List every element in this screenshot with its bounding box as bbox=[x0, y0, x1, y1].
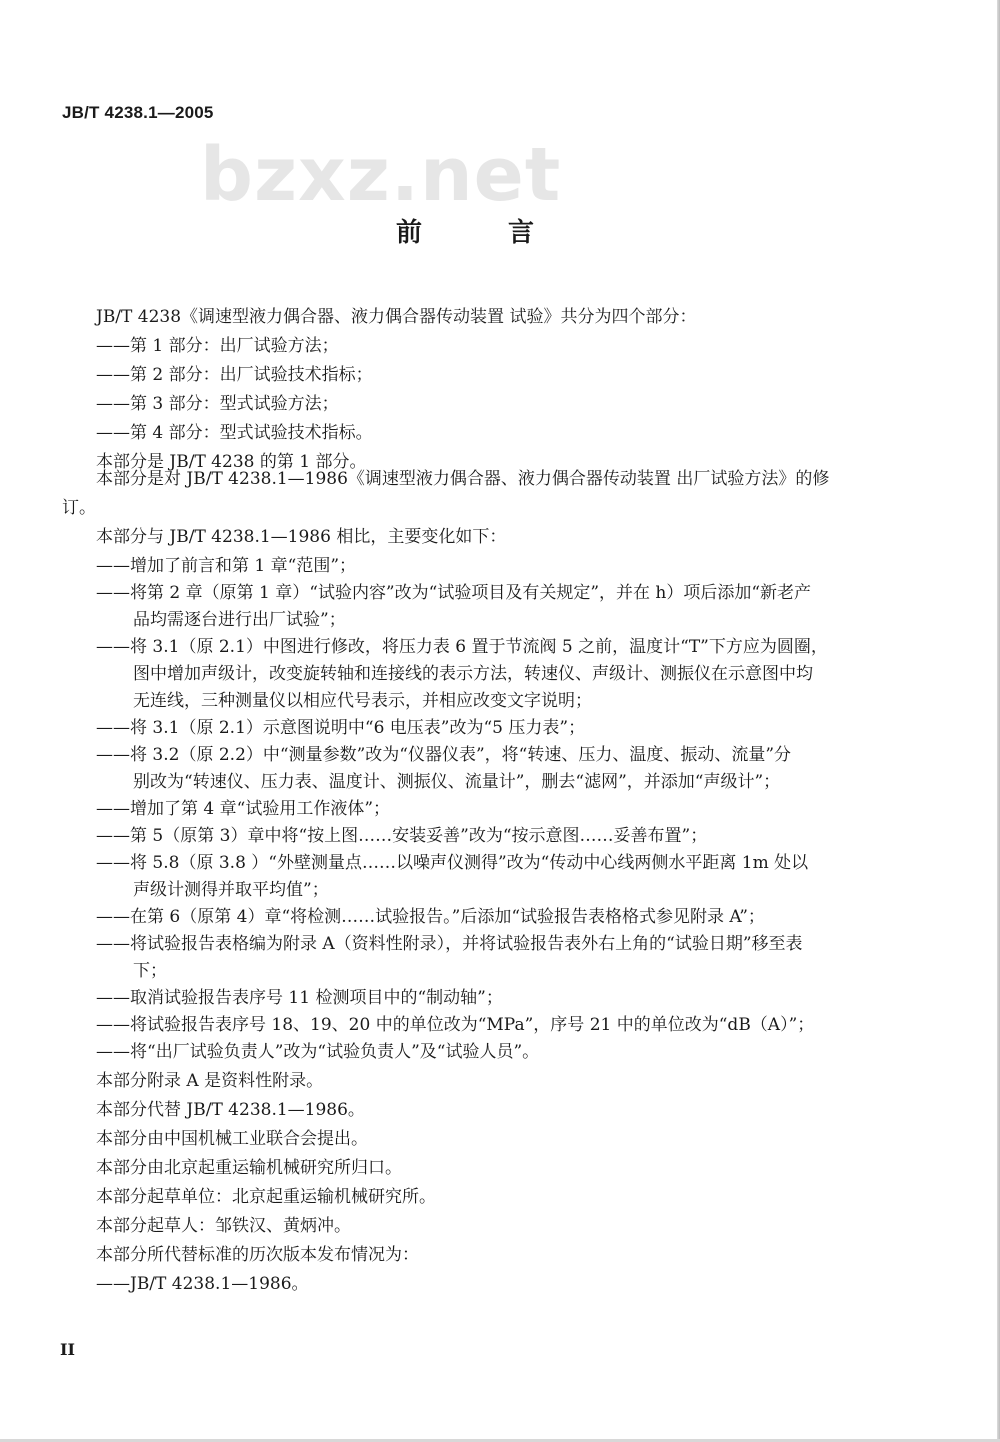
list-item-continuation: 品均需逐台进行出厂试验”； bbox=[133, 610, 346, 630]
paragraph: 本部分是对 JB/T 4238.1—1986《调速型液力偶合器、液力偶合器传动装置 出厂试验方法》的修 bbox=[96, 469, 830, 489]
list-item: ——将“出厂试验负责人”改为“试验负责人”及“试验人员”。 bbox=[96, 1042, 540, 1062]
list-item: ——将 5.8（原 3.8 ）“外壁测量点……以噪声仪测得”改为“传动中心线两侧水平距离 1m 处以 bbox=[96, 853, 809, 873]
list-item: ——将第 2 章（原第 1 章）“试验内容”改为“试验项目及有关规定”，并在 h）项后添加“新老产 bbox=[96, 583, 812, 603]
paragraph: 本部分与 JB/T 4238.1—1986 相比，主要变化如下： bbox=[96, 527, 507, 547]
list-item: ——增加了前言和第 1 章“范围”； bbox=[96, 556, 357, 576]
paragraph: 本部分起草人：邹铁汉、黄炳冲。 bbox=[96, 1216, 351, 1236]
paragraph: 本部分由北京起重运输机械研究所归口。 bbox=[96, 1158, 402, 1178]
watermark: bzxz.net bbox=[200, 132, 562, 218]
list-item: ——将试验报告表格编为附录 A（资料性附录），并将试验报告表外右上角的“试验日期”移至表 bbox=[96, 934, 803, 954]
list-item-continuation: 声级计测得并取平均值”； bbox=[133, 880, 329, 900]
paragraph-intro: JB/T 4238《调速型液力偶合器、液力偶合器传动装置 试验》共分为四个部分： bbox=[96, 307, 697, 327]
list-item: ——取消试验报告表序号 11 检测项目中的“制动轴”； bbox=[96, 988, 503, 1008]
list-item-continuation: 别改为“转速仪、压力表、温度计、测振仪、流量计”，删去“滤网”，并添加“声级计”； bbox=[133, 772, 781, 792]
paragraph: 本部分起草单位：北京起重运输机械研究所。 bbox=[96, 1187, 436, 1207]
list-item: ——第 1 部分：出厂试验方法； bbox=[96, 336, 339, 356]
paragraph: 本部分所代替标准的历次版本发布情况为： bbox=[96, 1245, 419, 1265]
paragraph: 本部分代替 JB/T 4238.1—1986。 bbox=[96, 1100, 365, 1120]
list-item: ——第 4 部分：型式试验技术指标。 bbox=[96, 423, 373, 443]
list-item: ——增加了第 4 章“试验用工作液体”； bbox=[96, 799, 391, 819]
list-item: ——第 2 部分：出厂试验技术指标； bbox=[96, 365, 373, 385]
page-number: II bbox=[60, 1340, 75, 1359]
page-title: 前 言 bbox=[395, 218, 564, 248]
list-item: ——在第 6（原第 4）章“将检测……试验报告。”后添加“试验报告表格格式参见附录 A”； bbox=[96, 907, 765, 927]
list-item-continuation: 图中增加声级计，改变旋转轴和连接线的表示方法，转速仪、声级计、测振仪在示意图中均 bbox=[133, 664, 813, 684]
list-item: ——JB/T 4238.1—1986。 bbox=[96, 1274, 309, 1294]
list-item: ——第 3 部分：型式试验方法； bbox=[96, 394, 339, 414]
list-item: ——将 3.1（原 2.1）中图进行修改，将压力表 6 置于节流阀 5 之前，温度计“T”下方应为圆圈， bbox=[96, 637, 828, 657]
list-item-continuation: 下； bbox=[133, 961, 167, 981]
list-item: ——将试验报告表序号 18、19、20 中的单位改为“MPa”，序号 21 中的单位改为“dB（A）”； bbox=[96, 1015, 815, 1035]
paragraph: 本部分附录 A 是资料性附录。 bbox=[96, 1071, 324, 1091]
list-item-continuation: 无连线，三种测量仪以相应代号表示，并相应改变文字说明； bbox=[133, 691, 592, 711]
list-item: ——将 3.2（原 2.2）中“测量参数”改为“仪器仪表”，将“转速、压力、温度、振动、流量”分 bbox=[96, 745, 792, 765]
standard-number: JB/T 4238.1—2005 bbox=[62, 103, 214, 122]
list-item: ——将 3.1（原 2.1）示意图说明中“6 电压表”改为“5 压力表”； bbox=[96, 718, 586, 738]
paragraph: 本部分是 JB/T 4238 的第 1 部分。 bbox=[96, 452, 367, 472]
paragraph: 本部分由中国机械工业联合会提出。 bbox=[96, 1129, 368, 1149]
list-item: ——第 5（原第 3）章中将“按上图……安装妥善”改为“按示意图……妥善布置”； bbox=[96, 826, 708, 846]
paragraph-continuation: 订。 bbox=[62, 498, 96, 518]
